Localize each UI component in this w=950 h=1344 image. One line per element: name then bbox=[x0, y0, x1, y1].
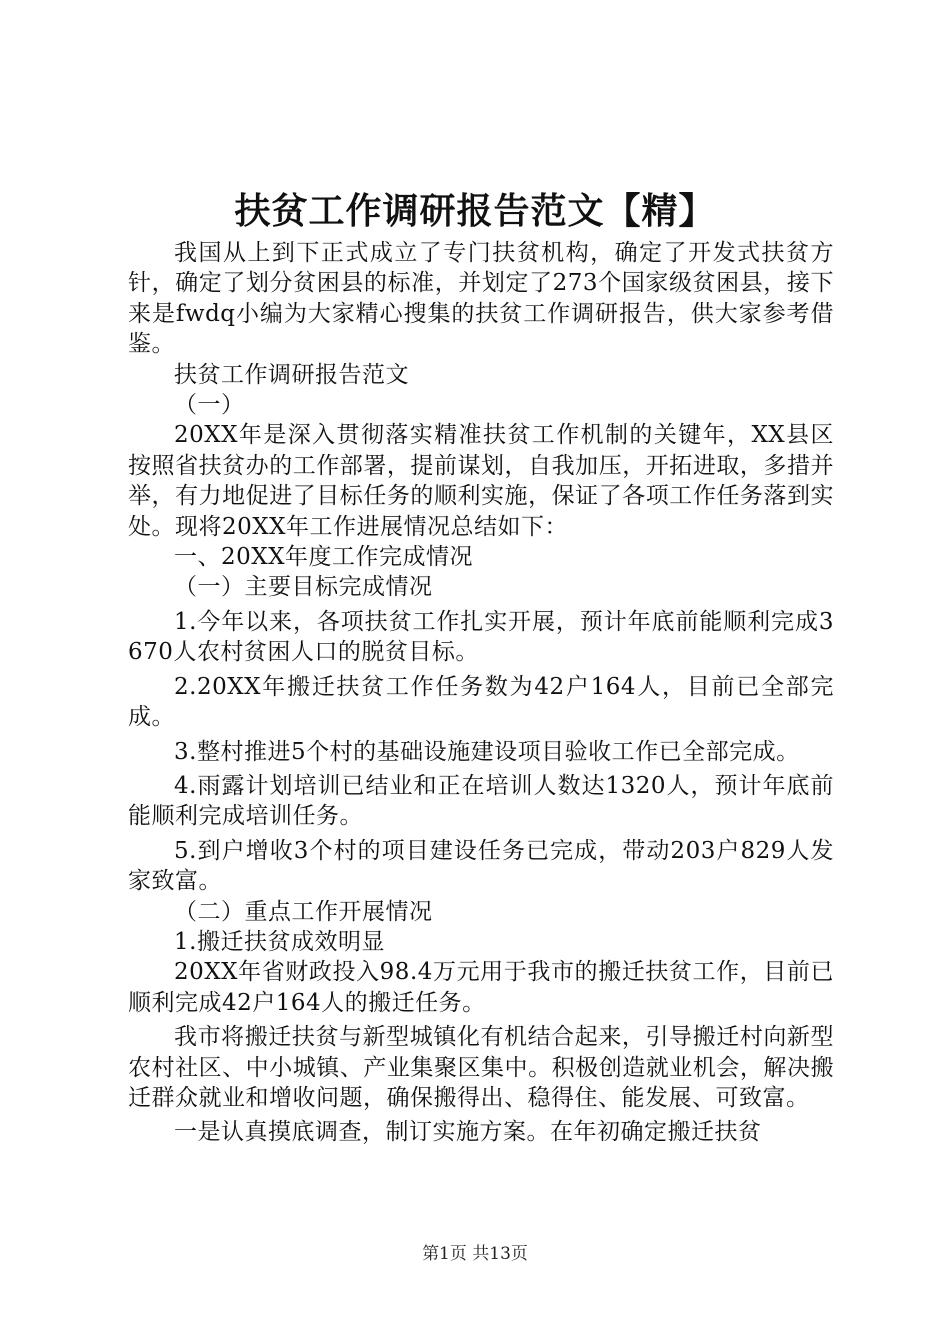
paragraph-funding: 20XX年省财政投入98.4万元用于我市的搬迁扶贫工作，目前已顺利完成42户164人的搬迁任务。 bbox=[128, 959, 834, 1016]
list-item-1: 1.今年以来，各项扶贫工作扎实开展，预计年底前能顺利完成3670人农村贫困人口的脱贫目标。 bbox=[128, 608, 834, 666]
paragraph-section-marker: （一） bbox=[174, 392, 245, 419]
paragraph-survey: 一是认真摸底调查，制订实施方案。在年初确定搬迁扶贫 bbox=[174, 1119, 762, 1146]
heading-item-relocation: 1.搬迁扶贫成效明显 bbox=[174, 928, 385, 955]
list-item-5: 5.到户增收3个村的项目建设任务已完成，带动203户829人发家致富。 bbox=[128, 837, 834, 895]
list-item-2: 2.20XX年搬迁扶贫工作任务数为42户164人，目前已全部完成。 bbox=[128, 673, 834, 731]
paragraph-intro: 我国从上到下正式成立了专门扶贫机构，确定了开发式扶贫方针，确定了划分贫困县的标准，并划定了273个国家级贫困县，接下来是fwdq小编为大家精心搜集的扶贫工作调研报告，供大家参考借鉴。 bbox=[128, 240, 834, 358]
heading-section-1: 一、20XX年度工作完成情况 bbox=[174, 544, 474, 571]
document-title: 扶贫工作调研报告范文【精】 bbox=[234, 190, 716, 232]
heading-subsection-2: （二）重点工作开展情况 bbox=[174, 898, 433, 925]
paragraph-overview: 20XX年是深入贯彻落实精准扶贫工作机制的关键年，XX县区按照省扶贫办的工作部署，提前谋划，自我加压，开拓进取，多措并举，有力地促进了目标任务的顺利实施，保证了各项工作任务落到实处。现将20XX年工作进展情况总结如下： bbox=[128, 422, 834, 540]
heading-subsection-1: （一）主要目标完成情况 bbox=[174, 574, 433, 601]
list-item-4: 4.雨露计划培训已结业和正在培训人数达1320人，预计年底前能顺利完成培训任务。 bbox=[128, 772, 834, 830]
document-body bbox=[128, 238, 834, 1148]
page-number-footer: 第1页 共13页 bbox=[422, 1244, 528, 1264]
list-item-3: 3.整村推进5个村的基础设施建设项目验收工作已全部完成。 bbox=[174, 738, 800, 765]
paragraph-urbanization: 我市将搬迁扶贫与新型城镇化有机结合起来，引导搬迁村向新型农村社区、中小城镇、产业集聚区集中。积极创造就业机会，解决搬迁群众就业和增收问题，确保搬得出、稳得住、能发展、可致富。 bbox=[128, 1024, 834, 1111]
paragraph-subtitle: 扶贫工作调研报告范文 bbox=[174, 361, 409, 388]
